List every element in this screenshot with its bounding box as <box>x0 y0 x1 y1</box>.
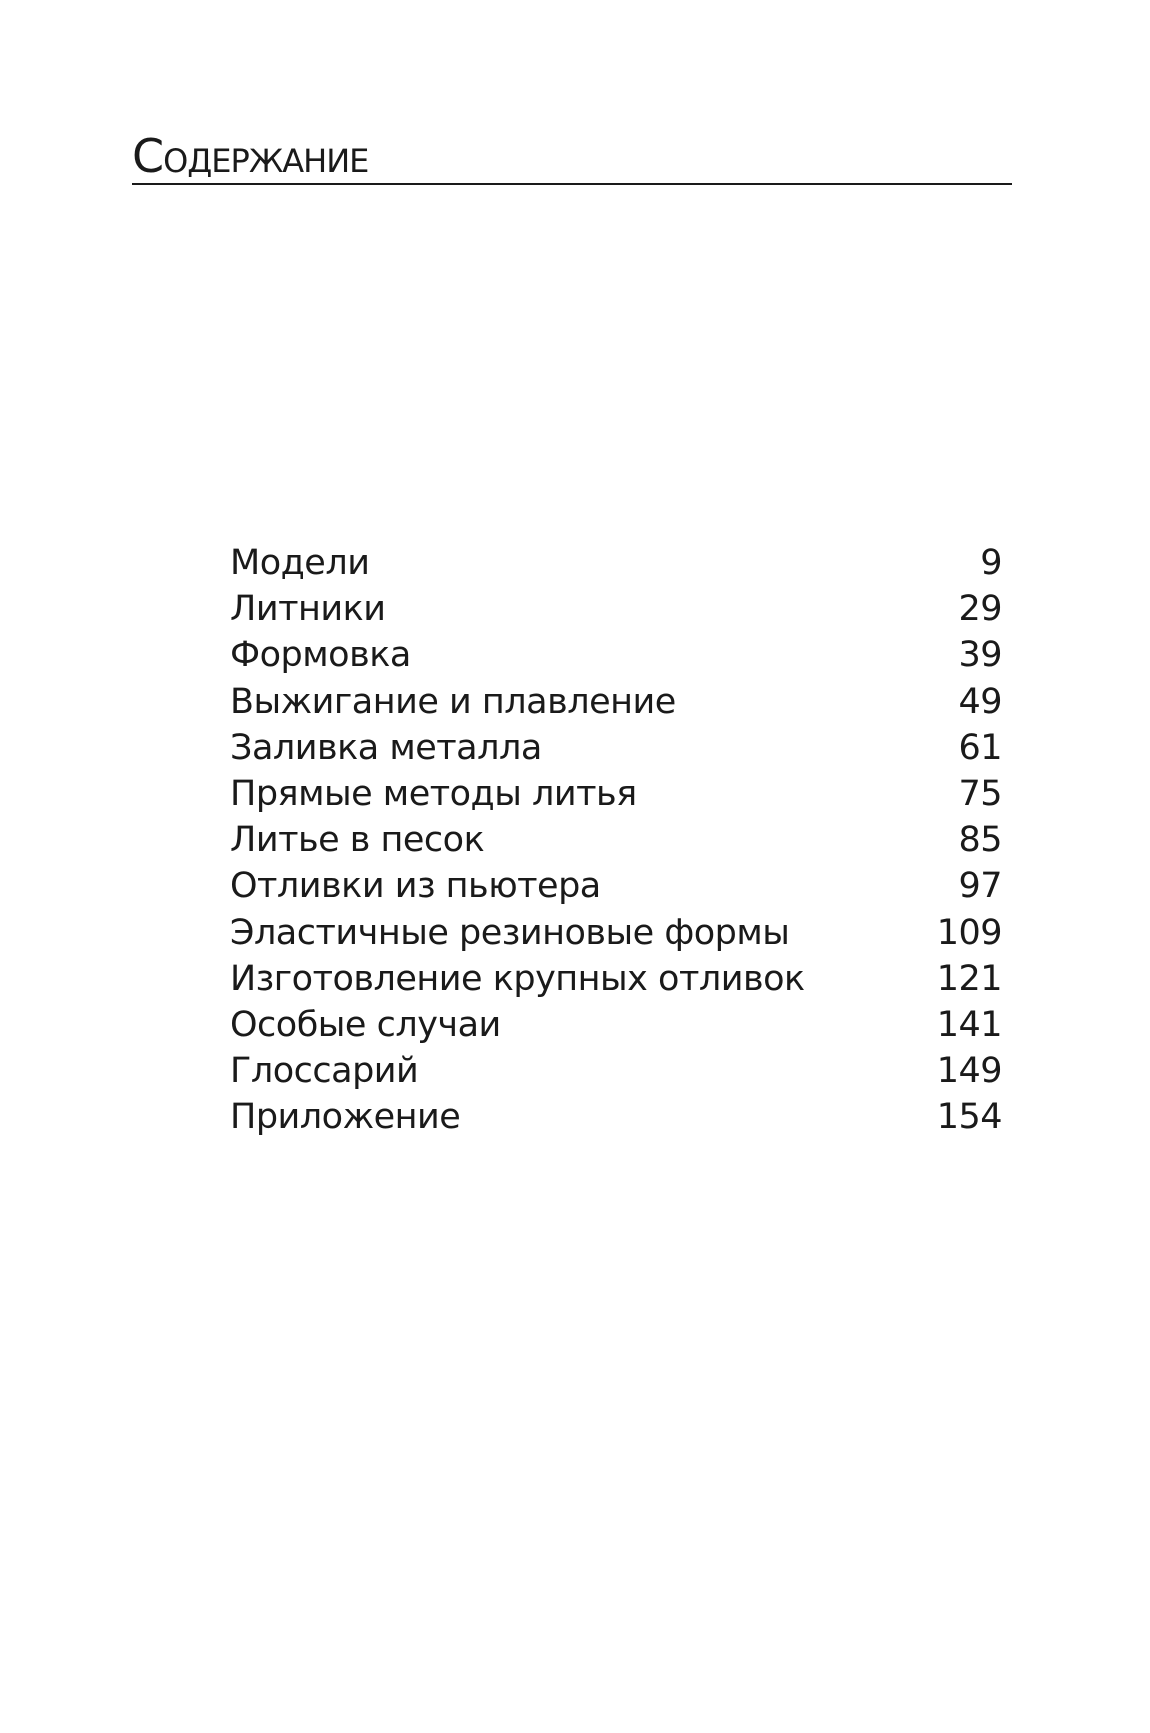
contents-heading <box>132 130 1012 190</box>
toc-entry <box>230 1048 1002 1094</box>
toc-entry <box>230 632 1002 678</box>
toc-entry-title: Модели <box>230 543 370 584</box>
toc-entry-page: 29 <box>958 589 1002 630</box>
toc-entry-title: Литье в песок <box>230 820 485 861</box>
toc-entry <box>230 725 1002 771</box>
toc-entry-title: Выжигание и плавление <box>230 681 676 722</box>
toc-entry-page: 49 <box>958 681 1002 722</box>
toc-entry <box>230 540 1002 586</box>
toc-entry-title: Особые случаи <box>230 1004 501 1045</box>
toc-entry <box>230 817 1002 863</box>
toc-entry <box>230 910 1002 956</box>
toc-entry-title: Заливка металла <box>230 727 542 768</box>
toc-entry <box>230 679 1002 725</box>
toc-entry <box>230 771 1002 817</box>
toc-entry <box>230 1094 1002 1140</box>
toc-entry-title: Отливки из пьютера <box>230 866 601 907</box>
heading-underline <box>132 183 1012 185</box>
toc-entry-page: 39 <box>958 635 1002 676</box>
toc-entry-title: Прямые методы литья <box>230 774 637 815</box>
toc-entry-page: 109 <box>936 912 1002 953</box>
page-title: Содержание <box>132 129 369 183</box>
toc-entry-page: 121 <box>936 958 1002 999</box>
toc-entry <box>230 956 1002 1002</box>
toc-entry-page: 9 <box>980 543 1002 584</box>
toc-entry-page: 75 <box>958 774 1002 815</box>
toc-entry-page: 154 <box>936 1097 1002 1138</box>
toc-entry-title: Глоссарий <box>230 1051 419 1092</box>
toc-entry-page: 61 <box>958 727 1002 768</box>
toc-entry-title: Формовка <box>230 635 411 676</box>
toc-entry-title: Эластичные резиновые формы <box>230 912 790 953</box>
toc-entry-page: 149 <box>936 1051 1002 1092</box>
toc-entry-title: Приложение <box>230 1097 461 1138</box>
toc-entry-title: Изготовление крупных отливок <box>230 958 805 999</box>
toc-entry-page: 97 <box>958 866 1002 907</box>
table-of-contents <box>230 540 1002 1140</box>
toc-entry <box>230 1002 1002 1048</box>
toc-entry-page: 141 <box>936 1004 1002 1045</box>
toc-entry-title: Литники <box>230 589 386 630</box>
toc-entry-page: 85 <box>958 820 1002 861</box>
toc-entry <box>230 863 1002 909</box>
toc-entry <box>230 586 1002 632</box>
